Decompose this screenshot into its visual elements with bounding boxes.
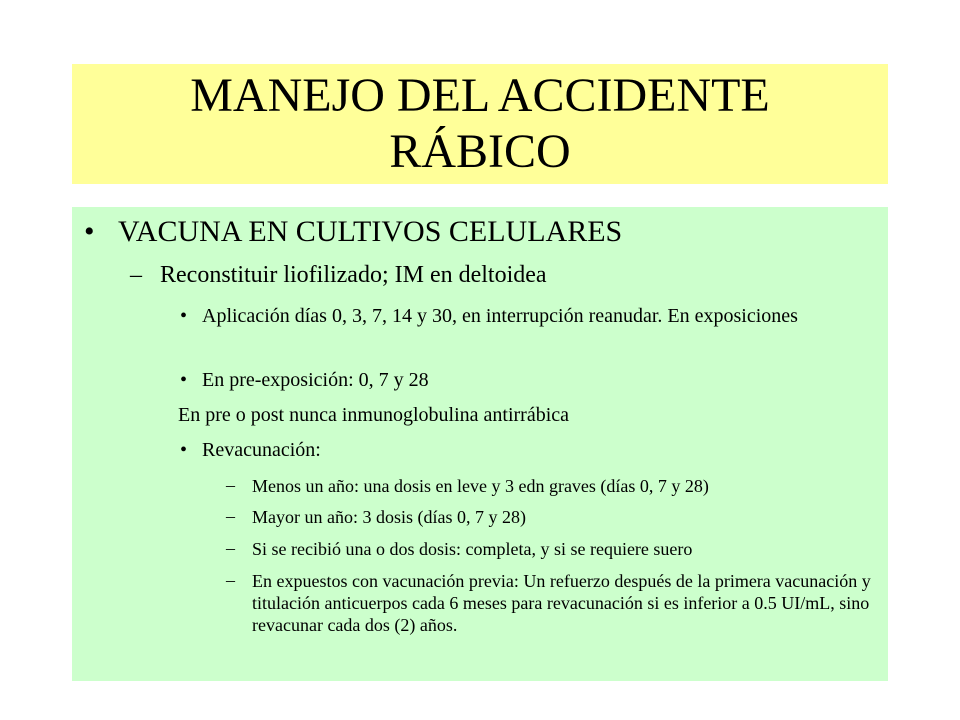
- bullet-dot-icon: •: [180, 305, 188, 327]
- plain-line-text: En pre o post nunca inmunoglobulina antirrábica: [178, 404, 570, 426]
- revac-item-text: En expuestos con vacunación previa: Un refuerzo después de la primera vacunación y titulación anticuerpos cada 6 meses para revacunación si es inferior a 0.5 UI/mL, sino revacunar cada dos (2) años.: [252, 571, 871, 635]
- title-line-2: RÁBICO: [389, 125, 571, 178]
- bullet-dash-icon: –: [130, 262, 142, 288]
- list-item-text: Aplicación días 0, 3, 7, 14 y 30, en interrupción reanudar. En exposiciones: [202, 305, 798, 327]
- bullet-dash-icon: –: [226, 570, 235, 590]
- heading-text: VACUNA EN CULTIVOS CELULARES: [118, 215, 623, 248]
- revac-item-text: Si se recibió una o dos dosis: completa, y si se requiere suero: [252, 539, 693, 559]
- title-line-1: MANEJO DEL ACCIDENTE: [190, 69, 770, 122]
- bullet-dot-icon: •: [180, 439, 188, 461]
- sub-text: Reconstituir liofilizado; IM en deltoidea: [160, 262, 547, 288]
- slide-content: [72, 207, 888, 681]
- bullet-dash-icon: –: [226, 538, 235, 558]
- revac-item-text: Mayor un año: 3 dosis (días 0, 7 y 28): [252, 507, 526, 527]
- bullet-dash-icon: –: [226, 475, 235, 495]
- slide-title: [72, 64, 888, 184]
- bullet-dash-icon: –: [226, 506, 235, 526]
- list-item-text: En pre-exposición: 0, 7 y 28: [202, 369, 429, 391]
- revac-label: Revacunación:: [202, 439, 321, 461]
- bullet-dot-icon: •: [180, 369, 188, 391]
- bullet-dot-icon: •: [84, 215, 95, 248]
- revac-item-text: Menos un año: una dosis en leve y 3 edn graves (días 0, 7 y 28): [252, 476, 709, 496]
